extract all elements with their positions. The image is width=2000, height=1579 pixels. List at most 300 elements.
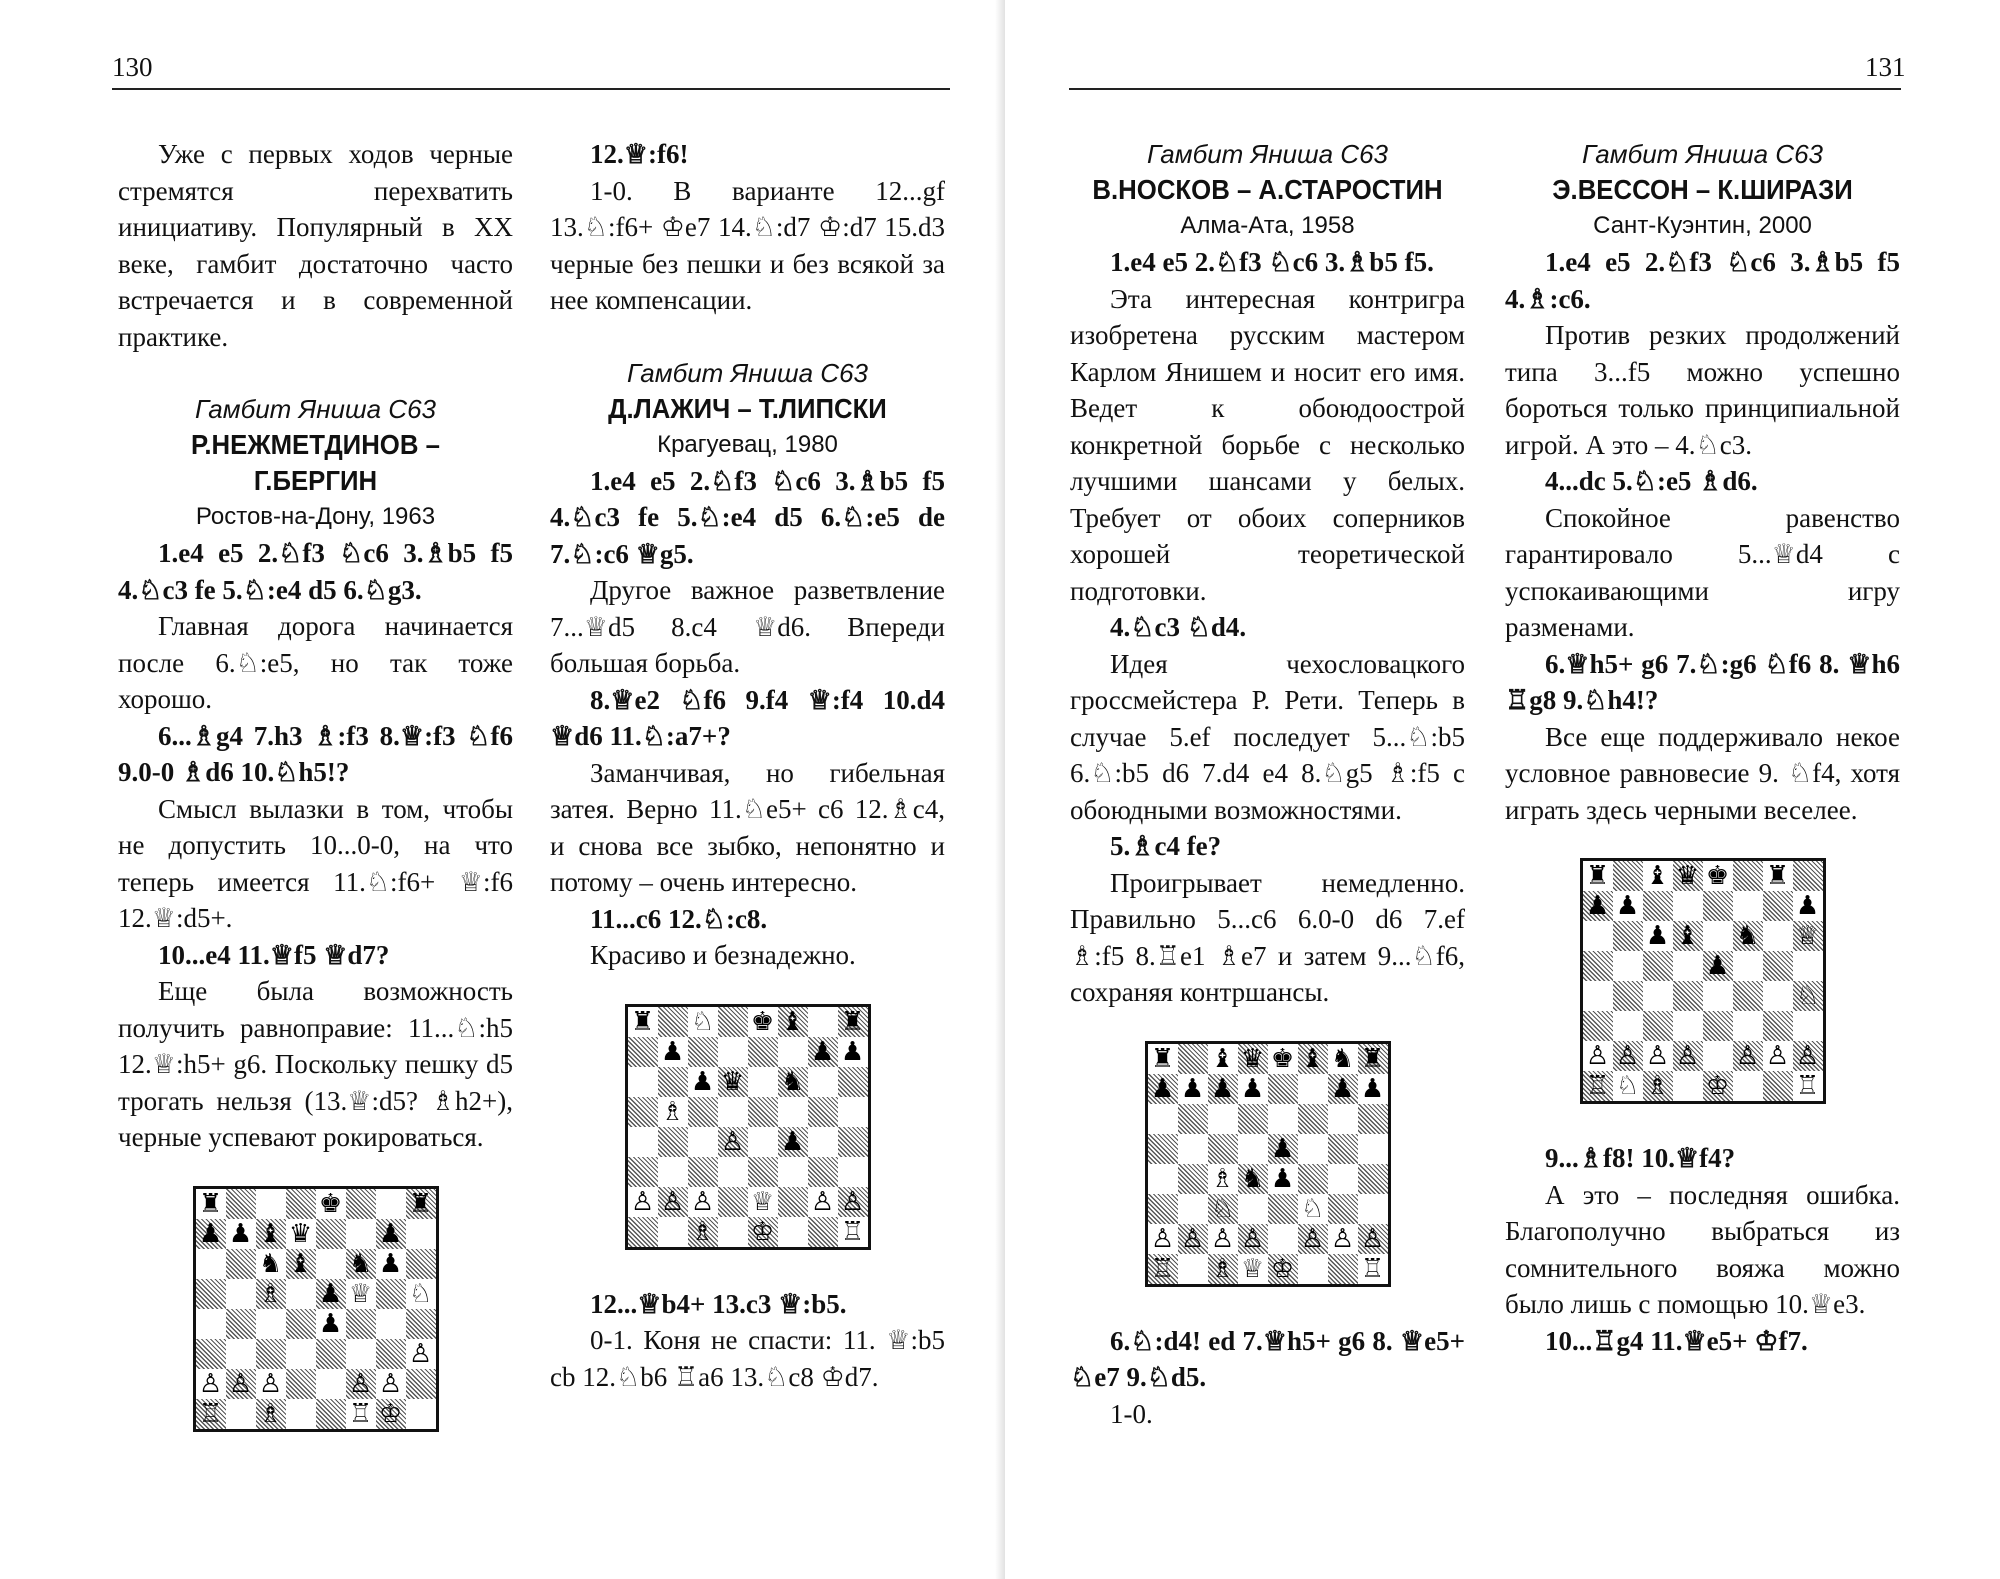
board-square xyxy=(286,1249,316,1279)
board-square xyxy=(1583,981,1613,1011)
move-line: 1.e4 e5 2.♘f3 ♘c6 3.♗b5 f5. xyxy=(1110,247,1434,277)
chess-piece-icon: ♞ xyxy=(348,1248,373,1279)
board-square xyxy=(1328,1044,1358,1074)
move-line: 9...♗f8! 10.♕f4? xyxy=(1545,1143,1736,1173)
chess-piece-icon: ♞ xyxy=(1330,1043,1355,1074)
board-square xyxy=(226,1189,256,1219)
chess-piece-icon: ♗ xyxy=(1210,1163,1235,1194)
chess-piece-icon: ♜ xyxy=(1765,861,1790,891)
players-line: В.НОСКОВ – А.СТАРОСТИН xyxy=(1092,174,1443,205)
chess-piece-icon: ♟ xyxy=(1705,951,1730,981)
board-square xyxy=(1208,1134,1238,1164)
board-square xyxy=(196,1369,226,1399)
board-square xyxy=(1178,1224,1208,1254)
board-square xyxy=(808,1037,838,1067)
chess-piece-icon: ♙ xyxy=(690,1186,715,1217)
chess-piece-icon: ♞ xyxy=(1735,921,1760,951)
board-square xyxy=(196,1279,226,1309)
move-line: 5.♗c4 fe? xyxy=(1110,831,1222,861)
chess-piece-icon: ♛ xyxy=(1240,1043,1265,1074)
chess-piece-icon: ♘ xyxy=(690,1006,715,1037)
players-line: Р.НЕЖМЕТДИНОВ – Г.БЕРГИН xyxy=(191,429,440,496)
players-line: Э.ВЕССОН – К.ШИРАЗИ xyxy=(1552,174,1853,205)
board-square xyxy=(376,1279,406,1309)
opening-name: Гамбит Яниша С63 xyxy=(1147,139,1388,169)
opening-name: Гамбит Яниша С63 xyxy=(195,394,436,424)
board-square xyxy=(1613,981,1643,1011)
move-line: 1.e4 e5 2.♘f3 ♘c6 3.♗b5 f5 4.♗:c6. xyxy=(1505,247,1900,314)
board-square xyxy=(226,1249,256,1279)
board-square xyxy=(1178,1194,1208,1224)
chess-piece-icon: ♜ xyxy=(1360,1043,1385,1074)
board-square xyxy=(1238,1224,1268,1254)
commentary-paragraph: Другое важное разветвление 7...♕d5 8.c4 ♕d6. Впереди большая борьба. xyxy=(550,575,945,678)
chess-piece-icon: ♙ xyxy=(1675,1041,1700,1071)
chess-piece-icon: ♖ xyxy=(1795,1071,1820,1101)
board-square xyxy=(1583,891,1613,921)
board-square xyxy=(406,1309,436,1339)
chess-piece-icon: ♞ xyxy=(258,1248,283,1279)
board-square xyxy=(1268,1104,1298,1134)
board-square xyxy=(376,1399,406,1429)
chess-piece-icon: ♙ xyxy=(1765,1041,1790,1071)
chess-piece-icon: ♙ xyxy=(258,1368,283,1399)
board-square xyxy=(1298,1254,1328,1284)
board-square xyxy=(376,1339,406,1369)
board-square xyxy=(1358,1254,1388,1284)
chess-piece-icon: ♟ xyxy=(1210,1073,1235,1104)
board-square xyxy=(1703,981,1733,1011)
board-square xyxy=(256,1339,286,1369)
board-square xyxy=(196,1219,226,1249)
board-square xyxy=(316,1339,346,1369)
chess-piece-icon: ♟ xyxy=(1360,1073,1385,1104)
board-square xyxy=(1148,1104,1178,1134)
board-square xyxy=(838,1037,868,1067)
board-square xyxy=(256,1219,286,1249)
board-square xyxy=(1298,1224,1328,1254)
chess-piece-icon: ♚ xyxy=(1270,1043,1295,1074)
board-square xyxy=(316,1189,346,1219)
board-square xyxy=(778,1097,808,1127)
board-square xyxy=(658,1097,688,1127)
game-heading xyxy=(550,355,945,463)
board-square xyxy=(1208,1074,1238,1104)
commentary-paragraph: 1-0. xyxy=(1110,1398,1153,1429)
board-square xyxy=(1268,1074,1298,1104)
chess-piece-icon: ♙ xyxy=(1795,1041,1820,1071)
chess-piece-icon: ♟ xyxy=(810,1036,835,1067)
board-square xyxy=(406,1399,436,1429)
game-heading xyxy=(1505,136,1900,244)
chess-piece-icon: ♛ xyxy=(1675,861,1700,891)
chess-piece-icon: ♟ xyxy=(1585,891,1610,921)
board-square xyxy=(226,1219,256,1249)
board-square xyxy=(316,1369,346,1399)
board-square xyxy=(718,1157,748,1187)
board-square xyxy=(718,1037,748,1067)
chess-piece-icon: ♚ xyxy=(318,1188,343,1219)
board-square xyxy=(1148,1074,1178,1104)
chess-piece-icon: ♔ xyxy=(1270,1253,1295,1284)
chess-piece-icon: ♙ xyxy=(840,1186,865,1217)
board-square xyxy=(748,1037,778,1067)
chess-piece-icon: ♟ xyxy=(228,1218,253,1249)
board-square xyxy=(718,1067,748,1097)
board-square xyxy=(1763,1041,1793,1071)
board-square xyxy=(688,1067,718,1097)
board-square xyxy=(316,1219,346,1249)
commentary-paragraph: Против резких продолжений типа 3...f5 можно успешно бороться только принципиальной игрой. А это – 4.♘c3. xyxy=(1505,320,1900,460)
board-square xyxy=(316,1279,346,1309)
board-square xyxy=(256,1279,286,1309)
board-square xyxy=(1673,861,1703,891)
board-square xyxy=(286,1339,316,1369)
chess-piece-icon: ♙ xyxy=(1645,1041,1670,1071)
board-square xyxy=(748,1097,778,1127)
board-square xyxy=(1328,1194,1358,1224)
board-square xyxy=(1763,861,1793,891)
chess-piece-icon: ♗ xyxy=(258,1278,283,1309)
move-line: 6...♗g4 7.h3 ♗:f3 8.♕:f3 ♘f6 9.0-0 ♗d6 10.♘h5!? xyxy=(118,720,513,787)
board-square xyxy=(778,1187,808,1217)
chess-piece-icon: ♗ xyxy=(1210,1253,1235,1284)
board-square xyxy=(196,1339,226,1369)
board-square xyxy=(718,1007,748,1037)
chess-piece-icon: ♟ xyxy=(318,1278,343,1309)
move-line: 11...c6 12.♘:c8. xyxy=(590,903,768,934)
board-square xyxy=(1298,1104,1328,1134)
board-square xyxy=(256,1369,286,1399)
board-square xyxy=(1673,951,1703,981)
board-square xyxy=(1238,1104,1268,1134)
board-square xyxy=(1673,1011,1703,1041)
board-square xyxy=(1268,1164,1298,1194)
board-square xyxy=(226,1339,256,1369)
chess-piece-icon: ♝ xyxy=(258,1218,283,1249)
board-square xyxy=(628,1157,658,1187)
chess-piece-icon: ♙ xyxy=(1585,1041,1610,1071)
board-square xyxy=(1673,1041,1703,1071)
right-column-2 xyxy=(1505,136,1900,1359)
board-square xyxy=(1358,1074,1388,1104)
chess-piece-icon: ♟ xyxy=(660,1036,685,1067)
board-square xyxy=(1583,1071,1613,1101)
chess-piece-icon: ♟ xyxy=(1180,1073,1205,1104)
commentary-paragraph: Главная дорога начинается после 6.♘:e5, но так тоже хорошо. xyxy=(118,611,513,714)
board-square xyxy=(1178,1044,1208,1074)
board-square xyxy=(1763,981,1793,1011)
board-square xyxy=(628,1127,658,1157)
chess-piece-icon: ♝ xyxy=(1675,921,1700,951)
chess-piece-icon: ♟ xyxy=(690,1066,715,1097)
chess-piece-icon: ♖ xyxy=(198,1398,223,1429)
board-square xyxy=(1673,921,1703,951)
board-square xyxy=(286,1189,316,1219)
board-square xyxy=(808,1067,838,1097)
board-square xyxy=(1703,1071,1733,1101)
board-square xyxy=(1733,951,1763,981)
board-square xyxy=(1328,1104,1358,1134)
board-square xyxy=(1268,1044,1298,1074)
board-square xyxy=(1208,1194,1238,1224)
move-line: 6.♘:d4! ed 7.♕h5+ g6 8. ♕e5+ ♘e7 9.♘d5. xyxy=(1070,1325,1465,1392)
board-square xyxy=(286,1399,316,1429)
board-square xyxy=(1793,1011,1823,1041)
chess-piece-icon: ♙ xyxy=(348,1368,373,1399)
board-square xyxy=(1703,891,1733,921)
board-square xyxy=(688,1037,718,1067)
move-line: 6.♕h5+ g6 7.♘:g6 ♘f6 8. ♕h6 ♖g8 9.♘h4!? xyxy=(1505,648,1900,715)
board-square xyxy=(406,1249,436,1279)
board-square xyxy=(718,1097,748,1127)
board-square xyxy=(1358,1104,1388,1134)
board-square xyxy=(256,1399,286,1429)
board-square xyxy=(718,1127,748,1157)
board-square xyxy=(838,1127,868,1157)
board-square xyxy=(1643,891,1673,921)
commentary-paragraph: Спокойное равенство гарантировало 5...♕d4 с успокаивающими игру разменами. xyxy=(1505,502,1900,642)
board-square xyxy=(1613,1011,1643,1041)
move-line: 1.e4 e5 2.♘f3 ♘c6 3.♗b5 f5 4.♘c3 fe 5.♘:e4 d5 6.♘:e5 de 7.♘:c6 ♕g5. xyxy=(550,465,945,569)
board-square xyxy=(1268,1194,1298,1224)
board-square xyxy=(1613,1071,1643,1101)
chess-piece-icon: ♙ xyxy=(1240,1223,1265,1254)
chess-piece-icon: ♞ xyxy=(780,1066,805,1097)
board-square xyxy=(748,1127,778,1157)
board-square xyxy=(1703,861,1733,891)
board-square xyxy=(196,1399,226,1429)
board-square xyxy=(256,1309,286,1339)
chess-board xyxy=(1145,1041,1391,1287)
board-square xyxy=(1703,921,1733,951)
move-line: 12.♕:f6! xyxy=(590,139,689,169)
board-square xyxy=(628,1067,658,1097)
commentary-paragraph: 1-0. В варианте 12...gf 13.♘:f6+ ♔e7 14.♘:d7 ♔:d7 15.d3 черные без пешки и без всякой за нее компенсации. xyxy=(550,175,945,315)
commentary-paragraph: Эта интересная контригра изобретена русским мастером Карлом Янишем и носит его имя. Ведет к обоюдоострой конкретной борьбе с несколько лучшими шансами у белых. Требует от обоих соперников хорошей теоретической подготовки. xyxy=(1070,283,1465,606)
chess-piece-icon: ♝ xyxy=(780,1006,805,1037)
board-square xyxy=(1298,1044,1328,1074)
board-square xyxy=(196,1249,226,1279)
game-place: Сант-Куэнтин, 2000 xyxy=(1593,212,1812,239)
board-square xyxy=(1328,1254,1358,1284)
board-square xyxy=(748,1007,778,1037)
board-square xyxy=(628,1217,658,1247)
board-square xyxy=(1178,1164,1208,1194)
commentary-paragraph: Идея чехословацкого гроссмейстера Р. Рети. Теперь в случае 5.ef последует 5...♘:b5 6.♘:b5 d6 7.d4 e4 8.♘g5 ♗:f5 с обоюдными возможностями. xyxy=(1070,648,1465,825)
board-square xyxy=(1583,861,1613,891)
board-square xyxy=(376,1309,406,1339)
commentary-paragraph: Еще была возможность получить равноправие: 11...♘:h5 12.♕:h5+ g6. Поскольку пешку d5 трогать нельзя (13.♕:d5? ♗h2+), черные успевают рокироваться. xyxy=(118,976,513,1152)
board-square xyxy=(316,1249,346,1279)
board-square xyxy=(376,1219,406,1249)
chess-piece-icon: ♟ xyxy=(198,1218,223,1249)
board-square xyxy=(808,1097,838,1127)
commentary-paragraph: Заманчивая, но гибельная затея. Верно 11.♘e5+ c6 12.♗c4, и снова все зыбко, непонятно и потому – очень интересно. xyxy=(550,757,945,897)
chess-piece-icon: ♕ xyxy=(348,1278,373,1309)
board-square xyxy=(838,1157,868,1187)
board-square xyxy=(1238,1134,1268,1164)
commentary-paragraph: Проигрывает немедленно. Правильно 5...c6 6.0-0 d6 7.ef ♗:f5 8.♖e1 ♗e7 и затем 9...♘f6, сохраняя контршансы. xyxy=(1070,867,1465,1007)
board-square xyxy=(1733,861,1763,891)
board-square xyxy=(1643,981,1673,1011)
chess-piece-icon: ♙ xyxy=(198,1368,223,1399)
board-square xyxy=(1148,1164,1178,1194)
board-square xyxy=(376,1369,406,1399)
board-square xyxy=(226,1309,256,1339)
game-place: Ростов-на-Дону, 1963 xyxy=(195,503,436,530)
chess-piece-icon: ♟ xyxy=(1615,891,1640,921)
board-square xyxy=(778,1217,808,1247)
board-square xyxy=(1763,1071,1793,1101)
board-square xyxy=(688,1187,718,1217)
board-square xyxy=(1148,1224,1178,1254)
board-square xyxy=(1793,951,1823,981)
chess-piece-icon: ♕ xyxy=(1795,921,1820,951)
chess-piece-icon: ♟ xyxy=(1150,1073,1175,1104)
commentary-paragraph: А это – последняя ошибка. Благополучно выбраться из сомнительного вояжа можно было лишь с помощью 10.♕e3. xyxy=(1505,1179,1900,1319)
board-square xyxy=(1733,921,1763,951)
chess-piece-icon: ♟ xyxy=(780,1126,805,1157)
chess-piece-icon: ♝ xyxy=(1645,861,1670,891)
board-square xyxy=(286,1219,316,1249)
board-square xyxy=(1733,891,1763,921)
board-square xyxy=(1358,1164,1388,1194)
board-square xyxy=(1328,1134,1358,1164)
board-square xyxy=(838,1067,868,1097)
board-square xyxy=(406,1219,436,1249)
chess-piece-icon: ♟ xyxy=(1645,921,1670,951)
chess-piece-icon: ♜ xyxy=(840,1006,865,1037)
board-square xyxy=(658,1157,688,1187)
chess-piece-icon: ♟ xyxy=(1795,891,1820,921)
board-square xyxy=(1328,1224,1358,1254)
chess-piece-icon: ♟ xyxy=(840,1036,865,1067)
board-square xyxy=(628,1097,658,1127)
board-square xyxy=(1643,861,1673,891)
chess-piece-icon: ♙ xyxy=(1180,1223,1205,1254)
chess-piece-icon: ♝ xyxy=(288,1248,313,1279)
board-square xyxy=(1298,1074,1328,1104)
left-column-2 xyxy=(550,136,945,1395)
board-square xyxy=(1298,1194,1328,1224)
board-square xyxy=(838,1187,868,1217)
board-square xyxy=(838,1217,868,1247)
move-line: 1.e4 e5 2.♘f3 ♘c6 3.♗b5 f5 4.♘c3 fe 5.♘:e4 d5 6.♘g3. xyxy=(118,538,513,605)
board-square xyxy=(346,1279,376,1309)
board-square xyxy=(778,1007,808,1037)
chess-piece-icon: ♖ xyxy=(840,1216,865,1247)
chess-piece-icon: ♜ xyxy=(198,1188,223,1219)
board-square xyxy=(658,1037,688,1067)
chess-piece-icon: ♘ xyxy=(1615,1071,1640,1101)
chess-piece-icon: ♘ xyxy=(1300,1193,1325,1224)
board-square xyxy=(1148,1254,1178,1284)
board-square xyxy=(346,1339,376,1369)
chess-piece-icon: ♙ xyxy=(1735,1041,1760,1071)
board-square xyxy=(838,1007,868,1037)
board-square xyxy=(406,1279,436,1309)
chess-piece-icon: ♕ xyxy=(1240,1253,1265,1284)
board-square xyxy=(406,1189,436,1219)
board-square xyxy=(808,1217,838,1247)
chess-piece-icon: ♜ xyxy=(408,1188,433,1219)
board-square xyxy=(1238,1164,1268,1194)
right-page xyxy=(1005,0,2000,1579)
board-square xyxy=(1643,1011,1673,1041)
board-square xyxy=(778,1037,808,1067)
board-square xyxy=(778,1127,808,1157)
chess-piece-icon: ♙ xyxy=(228,1368,253,1399)
board-square xyxy=(226,1279,256,1309)
board-square xyxy=(1328,1164,1358,1194)
chess-piece-icon: ♙ xyxy=(378,1368,403,1399)
chess-piece-icon: ♛ xyxy=(720,1066,745,1097)
board-square xyxy=(1793,1071,1823,1101)
board-square xyxy=(808,1007,838,1037)
chess-board xyxy=(625,1004,871,1250)
board-square xyxy=(1208,1044,1238,1074)
chess-piece-icon: ♖ xyxy=(1585,1071,1610,1101)
board-square xyxy=(1238,1074,1268,1104)
board-square xyxy=(1733,981,1763,1011)
board-square xyxy=(1358,1044,1388,1074)
board-square xyxy=(628,1187,658,1217)
board-square xyxy=(1583,1041,1613,1071)
move-line: 10...♖g4 11.♕e5+ ♔f7. xyxy=(1545,1325,1808,1356)
move-line: 12...♕b4+ 13.c3 ♕:b5. xyxy=(590,1288,847,1319)
board-square xyxy=(406,1369,436,1399)
board-square xyxy=(406,1339,436,1369)
board-square xyxy=(748,1067,778,1097)
board-square xyxy=(346,1219,376,1249)
chess-piece-icon: ♚ xyxy=(750,1006,775,1037)
chess-piece-icon: ♙ xyxy=(408,1338,433,1369)
board-square xyxy=(1763,1011,1793,1041)
board-square xyxy=(316,1309,346,1339)
chess-piece-icon: ♟ xyxy=(378,1218,403,1249)
board-square xyxy=(376,1189,406,1219)
board-square xyxy=(1583,1011,1613,1041)
board-square xyxy=(1268,1134,1298,1164)
board-square xyxy=(688,1217,718,1247)
board-square xyxy=(1358,1224,1388,1254)
board-square xyxy=(346,1189,376,1219)
board-square xyxy=(1583,951,1613,981)
board-square xyxy=(1238,1194,1268,1224)
chess-board xyxy=(1580,858,1826,1104)
commentary-paragraph: Все еще поддерживало некое условное равновесие 9. ♘f4, хотя играть здесь черными веселее. xyxy=(1505,721,1900,825)
chess-piece-icon: ♝ xyxy=(1300,1043,1325,1074)
board-square xyxy=(1643,921,1673,951)
board-square xyxy=(1583,921,1613,951)
board-square xyxy=(1148,1134,1178,1164)
right-column-1 xyxy=(1070,136,1465,1432)
board-square xyxy=(748,1217,778,1247)
board-square xyxy=(316,1399,346,1429)
commentary-paragraph: 0-1. Коня не спасти: 11. ♕:b5 cb 12.♘b6 ♖a6 13.♘c8 ♔d7. xyxy=(550,1325,945,1392)
board-square xyxy=(1763,951,1793,981)
chess-board xyxy=(193,1186,439,1432)
board-square xyxy=(778,1067,808,1097)
chess-piece-icon: ♙ xyxy=(1150,1223,1175,1254)
opening-name: Гамбит Яниша С63 xyxy=(627,357,868,388)
board-square xyxy=(1358,1194,1388,1224)
board-square xyxy=(286,1309,316,1339)
game-heading xyxy=(1070,136,1465,244)
board-square xyxy=(346,1249,376,1279)
board-square xyxy=(1733,1011,1763,1041)
